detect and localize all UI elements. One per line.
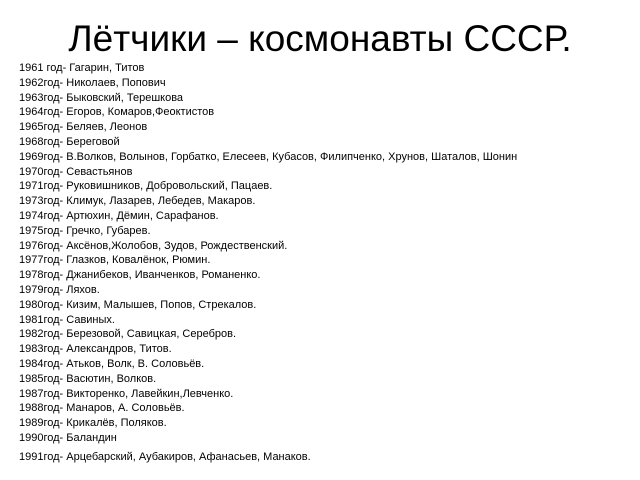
list-item: 1977год- Глазков, Ковалёнок, Рюмин.	[19, 254, 211, 267]
list-item: 1961 год- Гагарин, Титов	[19, 62, 145, 74]
list-item: 1976год- Аксёнов,Жолобов, Зудов, Рождественский.	[19, 239, 288, 252]
list-item: 1985год- Васютин, Волков.	[19, 372, 157, 385]
list-item: 1988год- Манаров, А. Соловьёв.	[19, 402, 185, 415]
list-item: 1969год- В.Волков, Волынов, Горбатко, Елесеев, Кубасов, Филипченко, Хрунов, Шаталов, Шонин	[19, 150, 518, 163]
list-item: 1978год- Джанибеков, Иванченков, Романенко.	[19, 269, 261, 282]
list-item: 1991год- Арцебарский, Аубакиров, Афанасьев, Манаков.	[19, 450, 311, 463]
list-item: 1964год- Егоров, Комаров,Феоктистов	[19, 106, 215, 119]
list-item: 1962год- Николаев, Попович	[19, 76, 166, 89]
list-item: 1971год- Руковишников, Добровольский, Пацаев.	[19, 180, 273, 193]
list-item: 1982год- Березовой, Савицкая, Серебров.	[19, 328, 237, 341]
list-item: 1981год- Савиных.	[19, 313, 115, 326]
list-item: 1989год- Крикалёв, Поляков.	[19, 417, 167, 430]
slide-title: Лётчики – космонавты СССР.	[68, 18, 572, 59]
list-item: 1974год- Артюхин, Дёмин, Сарафанов.	[19, 209, 219, 222]
list-item: 1973год- Климук, Лазарев, Лебедев, Макаров.	[19, 195, 256, 208]
list-item: 1965год- Беляев, Леонов	[19, 121, 148, 134]
list-item: 1984год- Атьков, Волк, В. Соловьёв.	[19, 357, 205, 370]
list-item: 1968год- Береговой	[19, 135, 120, 148]
list-item: 1963год- Быковский, Терешкова	[19, 91, 184, 104]
list-item: 1979год- Ляхов.	[19, 283, 100, 296]
list-item: 1990год- Баландин	[19, 431, 117, 444]
list-item: 1983год- Александров, Титов.	[19, 343, 172, 356]
list-item: 1970год- Севастьянов	[19, 165, 133, 178]
list-item: 1975год- Гречко, Губарев.	[19, 224, 151, 237]
cosmonaut-list	[19, 61, 634, 465]
list-item: 1987год- Викторенко, Лавейкин,Левченко.	[19, 387, 234, 400]
list-item: 1980год- Кизим, Малышев, Попов, Стрекалов.	[19, 298, 257, 311]
